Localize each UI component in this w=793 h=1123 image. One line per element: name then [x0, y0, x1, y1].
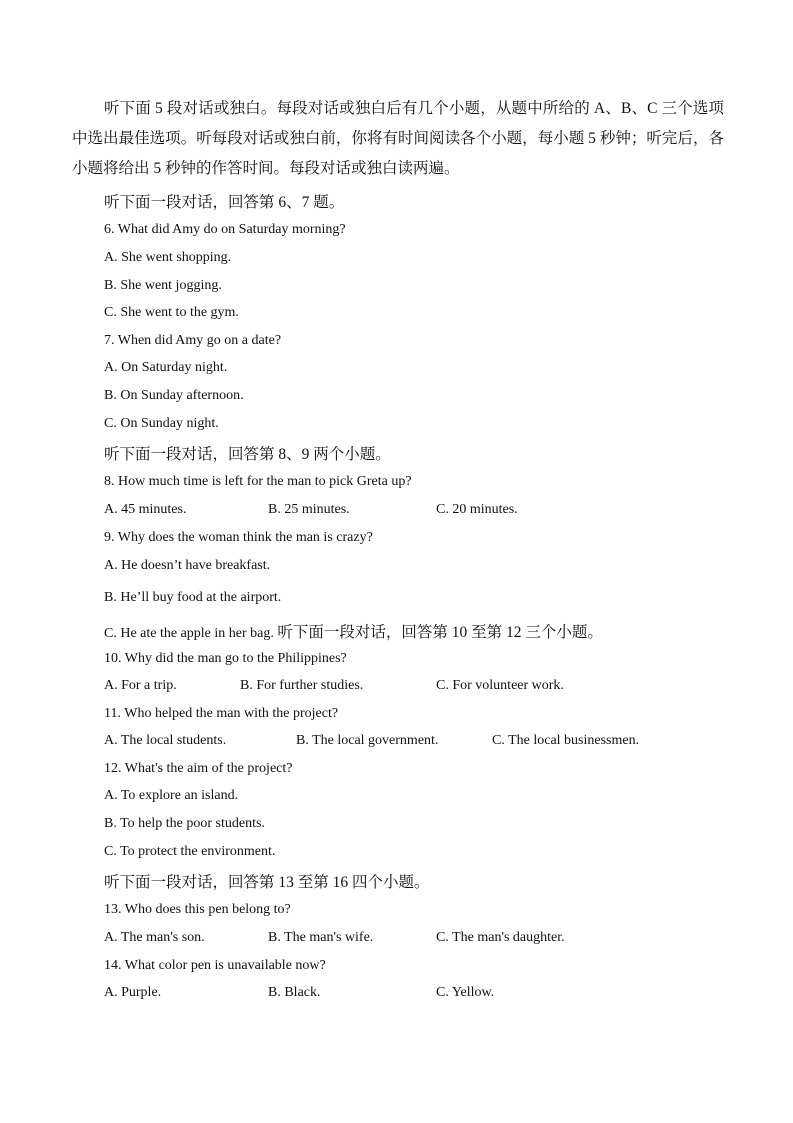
question-11-option-c: C. The local businessmen. [492, 733, 640, 748]
question-9-stem: 9. Why does the woman think the man is crazy? [104, 530, 373, 545]
question-6-option-a: A. She went shopping. [104, 250, 232, 265]
question-14-options [104, 985, 704, 1005]
section-heading-8-9: 听下面一段对话，回答第 8、9 两个小题。 [104, 446, 391, 463]
question-10-options [104, 678, 704, 698]
question-7-option-a: A. On Saturday night. [104, 360, 228, 375]
question-12-option-c: C. To protect the environment. [104, 844, 276, 859]
question-13-stem: 13. Who does this pen belong to? [104, 902, 291, 917]
question-6-stem: 6. What did Amy do on Saturday morning? [104, 222, 346, 237]
question-10-option-c: C. For volunteer work. [436, 678, 564, 693]
question-14-option-a: A. Purple. [104, 985, 162, 1000]
question-8-stem: 8. How much time is left for the man to pick Greta up? [104, 474, 412, 489]
question-8-option-c: C. 20 minutes. [436, 502, 518, 517]
question-12-option-a: A. To explore an island. [104, 788, 239, 803]
question-13-options [104, 930, 704, 950]
question-13-option-b: B. The man's wife. [268, 930, 374, 945]
question-13-option-a: A. The man's son. [104, 930, 205, 945]
question-11-option-b: B. The local government. [296, 733, 439, 748]
question-8-option-a: A. 45 minutes. [104, 502, 187, 517]
question-11-options [104, 733, 704, 753]
question-8-options [104, 502, 704, 522]
question-6-option-c: C. She went to the gym. [104, 305, 239, 320]
question-9-option-c: C. He ate the apple in her bag. [104, 626, 274, 641]
question-6-option-b: B. She went jogging. [104, 278, 222, 293]
question-14-option-b: B. Black. [268, 985, 321, 1000]
question-9-option-c-line [104, 620, 603, 642]
question-7-option-c: C. On Sunday night. [104, 416, 219, 431]
question-7-stem: 7. When did Amy go on a date? [104, 333, 282, 348]
section-heading-6-7: 听下面一段对话，回答第 6、7 题。 [104, 194, 345, 211]
instructions-paragraph: 听下面 5 段对话或独白。每段对话或独白后有几个小题，从题中所给的 A、B、C 三个选项中选出最佳选项。听每段对话或独白前，你将有时间阅读各个小题，每小题 5 秒钟；听完后，各小题将给出 5 秒钟的作答时间。每段对话或独白读两遍。 [72, 100, 724, 177]
question-13-option-c: C. The man's daughter. [436, 930, 565, 945]
section-heading-13-16: 听下面一段对话，回答第 13 至第 16 四个小题。 [104, 874, 430, 891]
question-10-option-b: B. For further studies. [240, 678, 364, 693]
question-10-stem: 10. Why did the man go to the Philippines? [104, 651, 347, 666]
section-heading-10-12: 听下面一段对话，回答第 10 至第 12 三个小题。 [277, 624, 603, 641]
question-8-option-b: B. 25 minutes. [268, 502, 350, 517]
question-12-option-b: B. To help the poor students. [104, 816, 265, 831]
question-9-option-b: B. He’ll buy food at the airport. [104, 590, 282, 605]
question-14-stem: 14. What color pen is unavailable now? [104, 958, 326, 973]
question-11-option-a: A. The local students. [104, 733, 227, 748]
question-7-option-b: B. On Sunday afternoon. [104, 388, 244, 403]
question-14-option-c: C. Yellow. [436, 985, 495, 1000]
question-11-stem: 11. Who helped the man with the project? [104, 706, 339, 721]
question-9-option-a: A. He doesn’t have breakfast. [104, 558, 271, 573]
question-12-stem: 12. What's the aim of the project? [104, 761, 293, 776]
question-10-option-a: A. For a trip. [104, 678, 177, 693]
